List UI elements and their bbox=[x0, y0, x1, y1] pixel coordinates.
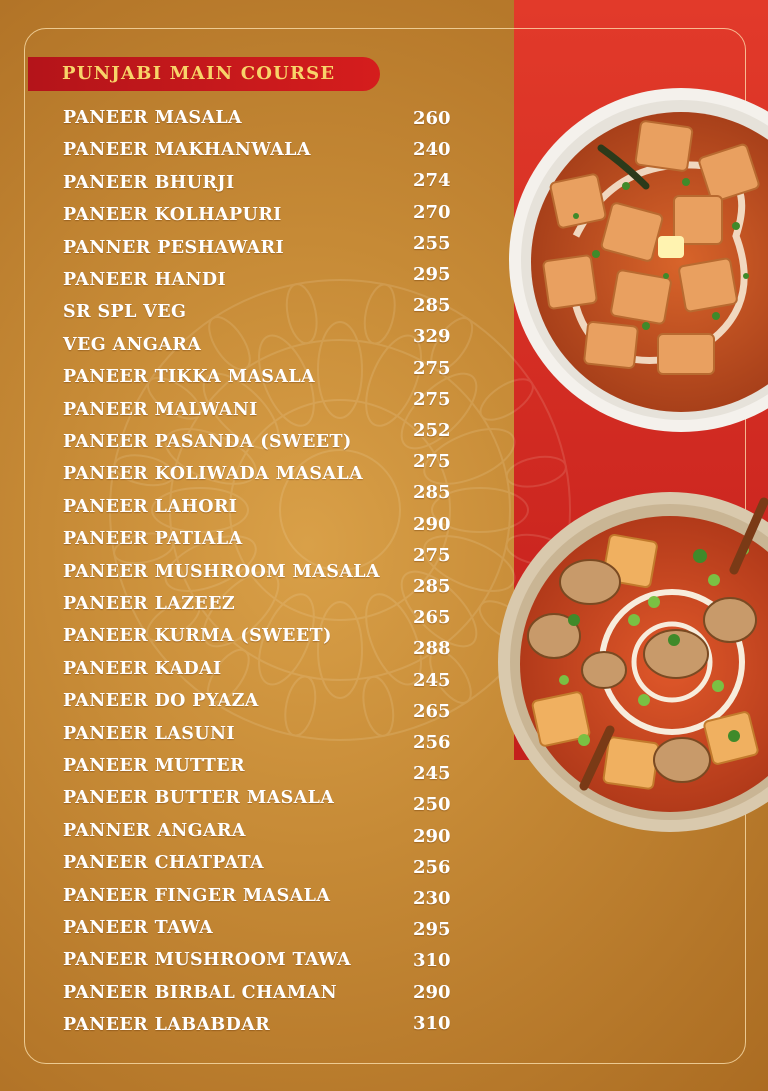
menu-item-price: 245 bbox=[413, 763, 451, 785]
menu-item-name: PANEER FINGER MASALA bbox=[63, 885, 331, 906]
menu-item-name: PANEER DO PYAZA bbox=[63, 691, 259, 712]
menu-item-price: 250 bbox=[413, 794, 451, 816]
menu-item-price: 290 bbox=[413, 981, 451, 1003]
menu-item-price: 256 bbox=[413, 856, 451, 878]
menu-item-name: VEG ANGARA bbox=[63, 334, 202, 355]
menu-item-price: 329 bbox=[413, 326, 451, 348]
menu-item-price: 260 bbox=[413, 108, 451, 129]
menu-item-name: PANEER MUSHROOM MASALA bbox=[63, 561, 380, 582]
menu-item-price: 240 bbox=[413, 139, 451, 161]
menu-item-price: 290 bbox=[413, 825, 451, 847]
menu-item-price: 295 bbox=[413, 919, 451, 941]
menu-item-price: 285 bbox=[413, 295, 451, 317]
menu-item-price: 274 bbox=[413, 170, 451, 192]
menu-item-price: 288 bbox=[413, 638, 451, 660]
menu-item-price: 230 bbox=[413, 888, 451, 909]
menu-item-price: 285 bbox=[413, 482, 451, 504]
menu-item-name: PANEER PASANDA (SWEET) bbox=[63, 432, 352, 452]
menu-item-price: 285 bbox=[413, 576, 451, 597]
menu-item-price: 275 bbox=[413, 357, 451, 379]
paneer-mushroom-curry-bowl-image bbox=[494, 490, 768, 835]
menu-item-price: 245 bbox=[413, 669, 451, 691]
menu-item-name: PANEER HANDI bbox=[63, 270, 227, 290]
menu-item-name: PANEER LABABDAR bbox=[63, 1015, 271, 1036]
menu-item-name: PANEER KURMA (SWEET) bbox=[63, 626, 332, 647]
menu-item-name: PANEER CHATPATA bbox=[63, 853, 265, 874]
menu-item-name: PANEER TAWA bbox=[63, 918, 214, 938]
menu-item-name: PANEER KADAI bbox=[63, 658, 222, 679]
section-title: PUNJABI MAIN COURSE bbox=[28, 57, 380, 91]
menu-item-price: 270 bbox=[413, 201, 451, 223]
menu-item-name: SR SPL VEG bbox=[63, 302, 187, 323]
paneer-curry-bowl-image bbox=[506, 86, 768, 436]
menu-item-name: PANEER LAZEEZ bbox=[63, 594, 236, 614]
menu-item-name: PANEER MASALA bbox=[63, 108, 243, 128]
menu-item-name: PANEER MAKHANWALA bbox=[63, 140, 311, 161]
menu-item-name: PANEER KOLIWADA MASALA bbox=[63, 464, 364, 485]
menu-item-name: PANEER MALWANI bbox=[63, 399, 258, 420]
menu-item-price: 310 bbox=[413, 950, 451, 972]
menu-item-price: 275 bbox=[413, 388, 451, 410]
menu-item-price: 295 bbox=[413, 264, 451, 285]
menu-item-name: PANEER MUTTER bbox=[63, 756, 245, 776]
menu-item-name: PANEER PATIALA bbox=[63, 529, 243, 550]
menu-item-price: 255 bbox=[413, 232, 451, 254]
menu-item-name: PANEER BIRBAL CHAMAN bbox=[63, 982, 338, 1003]
menu-item-name: PANEER TIKKA MASALA bbox=[63, 367, 316, 388]
menu-item-name: PANEER MUSHROOM TAWA bbox=[63, 950, 351, 971]
menu-item-price: 290 bbox=[413, 513, 451, 535]
menu-item-price: 275 bbox=[413, 451, 451, 473]
menu-item-name: PANEER LAHORI bbox=[63, 496, 238, 517]
menu-item-name: PANEER BUTTER MASALA bbox=[63, 788, 335, 809]
menu-item-price: 256 bbox=[413, 732, 451, 753]
menu-item-price: 265 bbox=[413, 700, 451, 722]
menu-item-name: PANNER ANGARA bbox=[63, 820, 246, 841]
menu-item-price: 275 bbox=[413, 544, 451, 566]
menu-item-price: 252 bbox=[413, 420, 451, 441]
menu-item-price: 310 bbox=[413, 1012, 451, 1034]
menu-item-name: PANEER KOLHAPURI bbox=[63, 205, 282, 226]
menu-item-name: PANEER BHURJI bbox=[63, 172, 235, 193]
menu-item-name: PANNER PESHAWARI bbox=[63, 237, 285, 258]
menu-item-name: PANEER LASUNI bbox=[63, 723, 235, 744]
menu-item-price: 265 bbox=[413, 607, 451, 629]
